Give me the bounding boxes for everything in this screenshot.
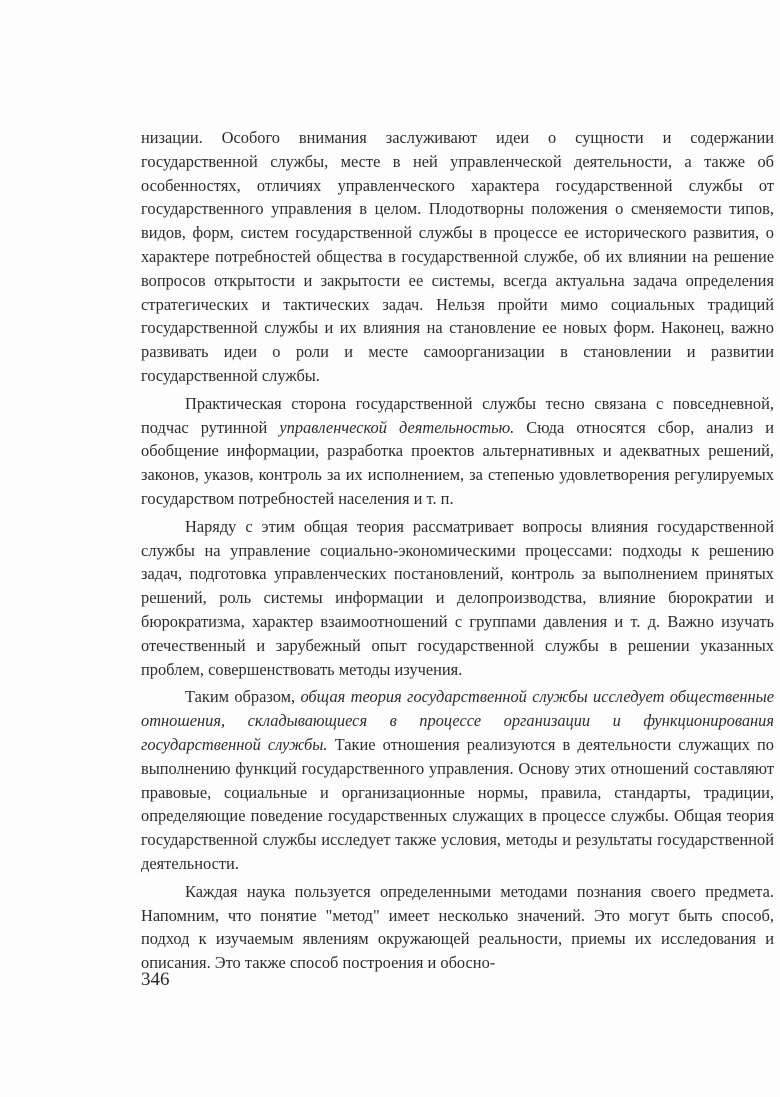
- paragraph-text: низации. Особого внимания заслуживают идеи о сущности и содержании государственной службы, месте в ней управленческой деятельности, а также об особенностях, отличиях управленческого характера государственной службы от государственного управления в целом. Плодотворны положения о сменяемости типов, видов, форм, систем государственной службы в процессе ее исторического развития, о характере потребностей общества в государственной службе, об их влиянии на решение вопросов открытости и закрытости ее системы, всегда актуальна задача определения стратегических и тактических задач. Нельзя пройти мимо социальных традиций государственной службы и их влияния на становление ее новых форм. Наконец, важно развивать идеи о роли и месте самоорганизации в становлении и развитии государственной службы.: [141, 128, 774, 385]
- paragraph-text: Практическая сторона государственной службы тесно связана с повседневной, подчас рутинной: [141, 393, 774, 437]
- paragraph-text: Таким образом,: [185, 687, 301, 707]
- paragraph-general-theory: [141, 515, 774, 682]
- paragraph-methods: [141, 880, 774, 975]
- italic-emphasis: управленческой деятельностью.: [279, 417, 515, 437]
- paragraph-practical-side: [141, 392, 774, 511]
- body-text: [141, 126, 774, 975]
- paragraph-continuation: [141, 126, 774, 388]
- page-number: 346: [141, 969, 170, 990]
- paragraph-text: Такие отношения реализуются в деятельности служащих по выполнению функций государственного управления. Основу этих отношений составляют правовые, социальные и организационные нормы, правила, стандарты, традиции, определяющие поведение государственных служащих в процессе службы. Общая теория государственной службы исследует также условия, методы и результаты государственной деятельности.: [141, 734, 774, 873]
- italic-definition: общая теория государственной службы исследует общественные отношения, складывающиеся в процессе организации и функционирования государственной службы.: [141, 687, 774, 754]
- paragraph-text: Каждая наука пользуется определенными методами познания своего предмета. Напомним, что понятие "метод" имеет несколько значений. Это могут быть способ, подход к изучаемым явлениям окружающей реальности, приемы их исследования и описания. Это также способ построения и обосно-: [141, 881, 774, 973]
- paragraph-text: Наряду с этим общая теория рассматривает вопросы влияния государственной службы на управление социально-экономическими процессами: подходы к решению задач, подготовка управленческих постановлений, контроль за выполнением принятых решений, роль системы информации и делопроизводства, влияние бюрократии и бюрократизма, характер взаимоотношений с группами давления и т. д. Важно изучать отечественный и зарубежный опыт государственной службы в решении указанных проблем, совершенствовать методы изучения.: [141, 516, 774, 679]
- paragraph-definition: [141, 685, 774, 875]
- paragraph-text: Сюда относятся сбор, анализ и обобщение информации, разработка проектов альтернативных и адекватных решений, законов, указов, контроль за их исполнением, за степенью удовлетворения регулируемых государством потребностей населения и т. п.: [141, 417, 774, 508]
